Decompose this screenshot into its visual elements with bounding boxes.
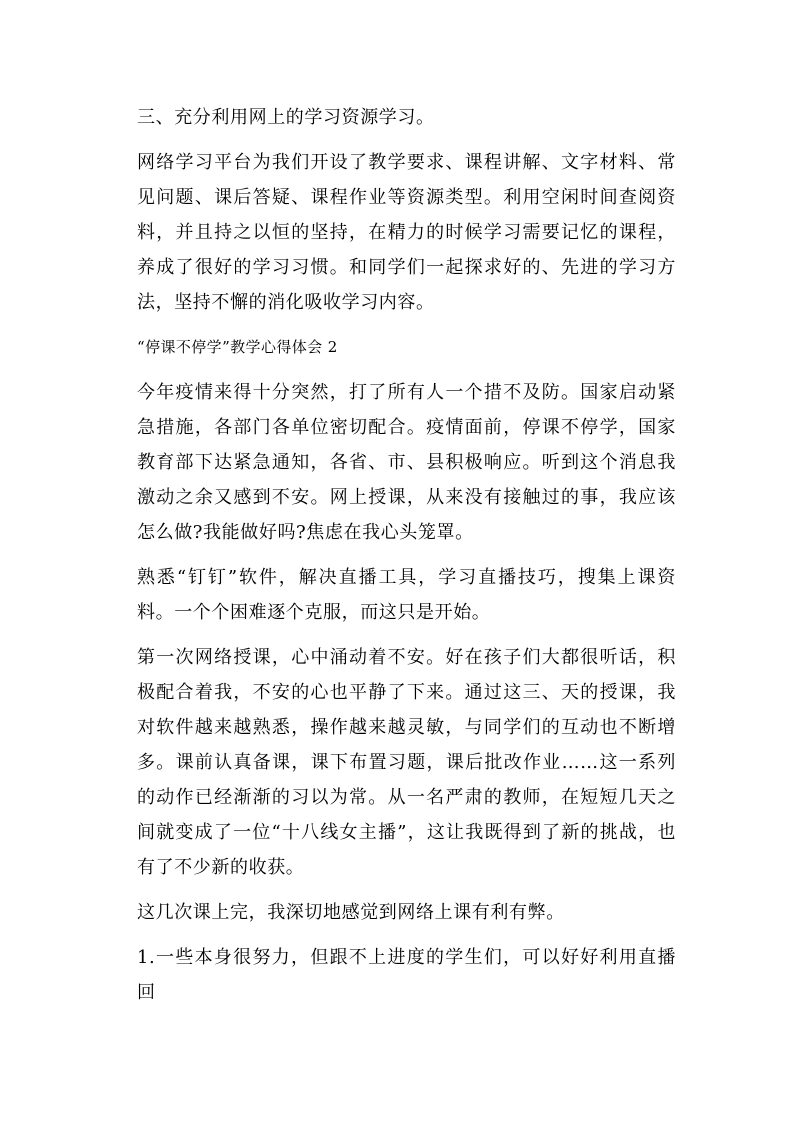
article-title: “停课不停学”教学心得体会 2 [137, 338, 338, 356]
paragraph: 网络学习平台为我们开设了教学要求、课程讲解、文字材料、常见问题、课后答疑、课程作业等资源类型。利用空闲时间查阅资料，并且持之以恒的坚持，在精力的时候学习需要记忆的课程，养成了很好的学习习惯。和同学们一起探求好的、先进的学习方法，坚持不懈的消化吸收学习内容。 [137, 152, 676, 313]
paragraph: 第一次网络授课，心中涌动着不安。好在孩子们大都很听话，积极配合着我，不安的心也平静了下来。通过这三、天的授课，我对软件越来越熟悉，操作越来越灵敏，与同学们的互动也不断增多。课前认真备课，课下布置习题，课后批改作业……这一系列的动作已经渐渐的习以为常。从一名严肃的教师，在短短几天之间就变成了一位“十八线女主播”，这让我既得到了新的挑战，也有了不少新的收获。 [137, 647, 676, 878]
list-item: 1.一些本身很努力，但跟不上进度的学生们，可以好好利用直播回 [137, 947, 676, 1003]
paragraph: 这几次课上完，我深切地感觉到网络上课有利有弊。 [137, 902, 565, 923]
section-heading: 三、充分利用网上的学习资源学习。 [137, 107, 435, 128]
paragraph: 今年疫情来得十分突然，打了所有人一个措不及防。国家启动紧急措施，各部门各单位密切配合。疫情面前，停课不停学，国家教育部下达紧急通知，各省、市、县积极响应。听到这个消息我激动之余又感到不安。网上授课，从来没有接触过的事，我应该怎么做?我能做好吗?焦虑在我心头笼罩。 [137, 382, 676, 543]
paragraph: 熟悉“钉钉”软件，解决直播工具，学习直播技巧，搜集上课资料。一个个困难逐个克服，而这只是开始。 [137, 567, 676, 623]
document-body [119, 100, 676, 1010]
